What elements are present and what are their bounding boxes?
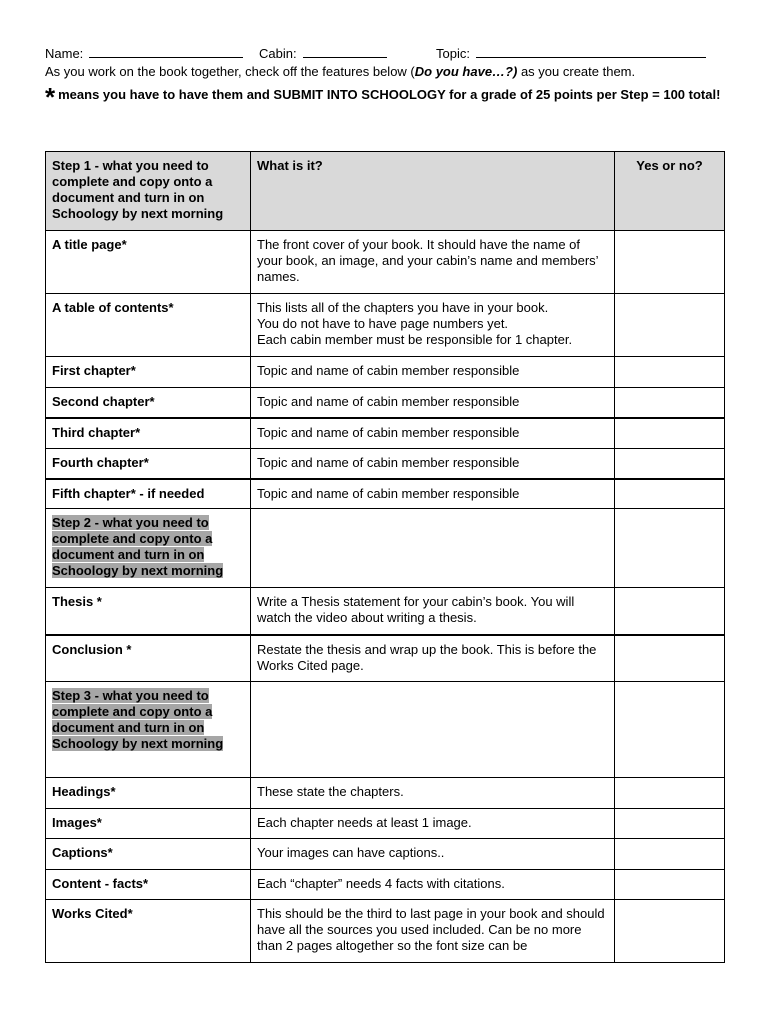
feature-name: Works Cited* (46, 900, 251, 963)
feature-name: Thesis * (46, 588, 251, 635)
instruction-text: As you work on the book together, check off the features below ( (45, 64, 415, 79)
table-row (46, 635, 725, 682)
step-3-highlight: Step 3 - what you need to complete and copy onto a document and turn in on Schoology by next morning (52, 688, 224, 751)
empty-cell (251, 682, 615, 778)
yes-no-cell[interactable] (615, 635, 725, 682)
table-row (46, 449, 725, 479)
feature-description: Topic and name of cabin member responsible (251, 418, 615, 449)
table-header-row (46, 152, 725, 231)
cabin-blank[interactable] (303, 45, 387, 58)
yes-no-cell[interactable] (615, 900, 725, 963)
yes-no-cell[interactable] (615, 449, 725, 479)
grading-note-text: means you have to have them and SUBMIT INTO SCHOOLOGY for a grade of 25 points per Step = 100 total! (58, 87, 721, 102)
name-field[interactable] (45, 45, 243, 61)
feature-name: Fourth chapter* (46, 449, 251, 479)
yes-no-cell[interactable] (615, 294, 725, 357)
table-row (46, 809, 725, 839)
feature-name: A table of contents* (46, 294, 251, 357)
yes-no-cell[interactable] (615, 418, 725, 449)
topic-blank[interactable] (476, 45, 706, 58)
feature-name: Second chapter* (46, 388, 251, 418)
table-row (46, 900, 725, 963)
feature-description: The front cover of your book. It should have the name of your book, an image, and your cabin’s name and members’ names. (251, 231, 615, 294)
yes-no-cell[interactable] (615, 778, 725, 809)
table-row (46, 839, 725, 870)
info-fields (45, 45, 735, 62)
feature-name: Conclusion * (46, 635, 251, 682)
feature-description: Each “chapter” needs 4 facts with citations. (251, 870, 615, 900)
cabin-field[interactable] (259, 45, 387, 61)
instruction-text-end: as you create them. (517, 64, 636, 79)
feature-description: Topic and name of cabin member responsible (251, 388, 615, 418)
description-line: You do not have to have page numbers yet. (257, 316, 509, 331)
feature-description: These state the chapters. (251, 778, 615, 809)
feature-description: Topic and name of cabin member responsible (251, 479, 615, 509)
step-2-row (46, 509, 725, 588)
feature-description: Restate the thesis and wrap up the book. This is before the Works Cited page. (251, 635, 615, 682)
description-line: Each cabin member must be responsible for 1 chapter. (257, 332, 573, 347)
feature-description: Topic and name of cabin member responsible (251, 357, 615, 388)
description-line: This lists all of the chapters you have in your book. (257, 300, 549, 315)
yes-or-no-header: Yes or no? (615, 152, 725, 231)
table-row (46, 479, 725, 509)
table-row (46, 294, 725, 357)
feature-name: Content - facts* (46, 870, 251, 900)
feature-name: Images* (46, 809, 251, 839)
feature-description (251, 294, 615, 357)
feature-description: Your images can have captions.. (251, 839, 615, 870)
features-checklist-table (45, 151, 725, 963)
grading-note (45, 82, 735, 112)
yes-no-cell[interactable] (615, 588, 725, 635)
instruction-emphasis: Do you have…?) (414, 64, 518, 79)
worksheet-header (45, 45, 735, 112)
yes-no-cell[interactable] (615, 388, 725, 418)
feature-name: Fifth chapter* - if needed (46, 479, 251, 509)
name-blank[interactable] (89, 45, 243, 58)
topic-field[interactable] (436, 45, 706, 61)
yes-no-cell[interactable] (615, 479, 725, 509)
table-row (46, 870, 725, 900)
asterisk-symbol: * (45, 82, 56, 112)
yes-no-cell[interactable] (615, 809, 725, 839)
empty-cell (251, 509, 615, 588)
feature-description: Topic and name of cabin member responsible (251, 449, 615, 479)
feature-name: Headings* (46, 778, 251, 809)
feature-description: Each chapter needs at least 1 image. (251, 809, 615, 839)
yes-no-cell[interactable] (615, 870, 725, 900)
table-row (46, 418, 725, 449)
table-row (46, 588, 725, 635)
table-row (46, 357, 725, 388)
table-row (46, 778, 725, 809)
step-3-row (46, 682, 725, 778)
feature-description: Write a Thesis statement for your cabin’s book. You will watch the video about writing a thesis. (251, 588, 615, 635)
name-label: Name: (45, 46, 84, 61)
feature-name: First chapter* (46, 357, 251, 388)
feature-name: Captions* (46, 839, 251, 870)
yes-no-cell[interactable] (615, 682, 725, 778)
yes-no-cell[interactable] (615, 839, 725, 870)
step-3-heading (46, 682, 251, 778)
yes-no-cell[interactable] (615, 231, 725, 294)
table-row (46, 388, 725, 418)
feature-name: Third chapter* (46, 418, 251, 449)
yes-no-cell[interactable] (615, 357, 725, 388)
table-row (46, 231, 725, 294)
instructions (45, 64, 735, 80)
step-2-highlight: Step 2 - what you need to complete and copy onto a document and turn in on Schoology by next morning (52, 515, 224, 578)
feature-name: A title page* (46, 231, 251, 294)
topic-label: Topic: (436, 46, 470, 61)
step-1-header: Step 1 - what you need to complete and copy onto a document and turn in on Schoology by next morning (46, 152, 251, 231)
feature-description: This should be the third to last page in your book and should have all the sources you used included. Can be no more than 2 pages altogether so the font size can be (251, 900, 615, 963)
yes-no-cell[interactable] (615, 509, 725, 588)
what-is-it-header: What is it? (251, 152, 615, 231)
cabin-label: Cabin: (259, 46, 297, 61)
step-2-heading (46, 509, 251, 588)
